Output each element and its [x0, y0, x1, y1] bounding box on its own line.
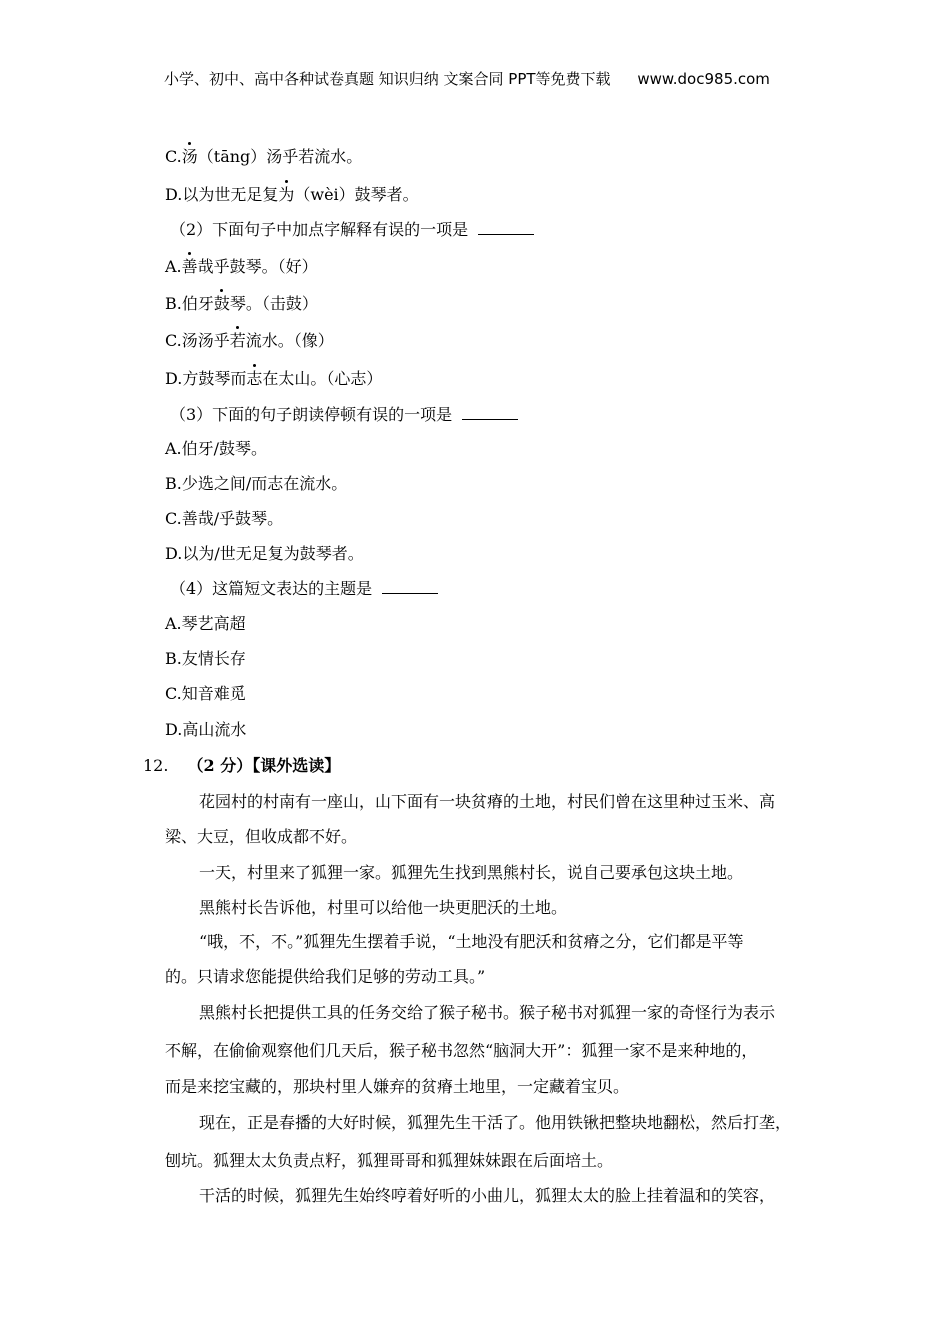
page-header: [164, 68, 770, 89]
question-number: 12.: [143, 756, 169, 775]
q3-stem: （3）下面的句子朗读停顿有误的一项是: [170, 404, 518, 426]
passage-line: 现在，正是春播的大好时候，狐狸先生干活了。他用铁锹把整块地翻松，然后打垄，: [199, 1113, 792, 1132]
dotted-char: 为: [278, 185, 295, 204]
q4-option-a: A.琴艺高超: [165, 614, 246, 633]
q4-stem: （4）这篇短文表达的主题是: [170, 578, 438, 600]
q4-option-d: D.高山流水: [165, 720, 247, 739]
passage-line: 一天，村里来了狐狸一家。狐狸先生找到黑熊村长，说自己要承包这块土地。: [199, 863, 744, 882]
q3-option-c: C.善哉/乎鼓琴。: [165, 509, 284, 528]
passage-line: 梁、大豆，但收成都不好。: [165, 827, 358, 846]
dotted-char: 若: [229, 331, 246, 350]
passage-line: “哦，不，不。”狐狸先生摆着手说，“土地没有肥沃和贫瘠之分，它们都是平等: [199, 932, 744, 951]
passage-line: 花园村的村南有一座山，山下面有一块贫瘠的土地，村民们曾在这里种过玉米、高: [199, 792, 776, 811]
dotted-char: 善: [181, 257, 198, 276]
dotted-char: 鼓: [213, 294, 230, 313]
passage-line: 黑熊村长告诉他，村里可以给他一块更肥沃的土地。: [199, 898, 568, 917]
question-score: （2 分）【课外选读】: [187, 756, 341, 775]
q3-option-a: A.伯牙/鼓琴。: [165, 439, 268, 458]
q3-option-d: D.以为/世无足复为鼓琴者。: [165, 544, 364, 563]
header-url[interactable]: www.doc985.com: [637, 70, 770, 88]
q4-option-c: C.知音难觅: [165, 684, 246, 703]
q2-stem: （2）下面句子中加点字解释有误的一项是: [170, 219, 534, 241]
q4-option-b: B.友情长存: [165, 649, 246, 668]
q3-option-b: B.少选之间/而志在流水。: [165, 474, 348, 493]
q1-option-d: D.以为世无足复为（wèi）鼓琴者。: [165, 185, 419, 204]
q2-option-c: C.汤汤乎若流水。（像）: [165, 331, 334, 350]
passage-line: 的。只请求您能提供给我们足够的劳动工具。”: [165, 967, 486, 986]
passage-line: 黑熊村长把提供工具的任务交给了猴子秘书。猴子秘书对狐狸一家的奇怪行为表示: [199, 1003, 776, 1022]
q1-option-c: C.汤（tāng）汤乎若流水。: [165, 147, 363, 166]
passage-line: 干活的时候，狐狸先生始终哼着好听的小曲儿，狐狸太太的脸上挂着温和的笑容，: [199, 1186, 776, 1205]
q2-option-d: D.方鼓琴而志在太山。（心志）: [165, 369, 383, 388]
dotted-char: 志: [246, 369, 263, 388]
q2-option-b: B.伯牙鼓琴。（击鼓）: [165, 294, 318, 313]
answer-blank[interactable]: [462, 404, 518, 420]
answer-blank[interactable]: [478, 219, 534, 235]
passage-line: 刨坑。狐狸太太负责点籽，狐狸哥哥和狐狸妹妹跟在后面培土。: [165, 1151, 614, 1170]
passage-line: 而是来挖宝藏的，那块村里人嫌弃的贫瘠土地里，一定藏着宝贝。: [165, 1077, 630, 1096]
q2-option-a: A.善哉乎鼓琴。（好）: [165, 257, 318, 276]
header-title: 小学、初中、高中各种试卷真题 知识归纳 文案合同 PPT等免费下载: [164, 70, 611, 88]
dotted-char: 汤: [181, 147, 198, 166]
answer-blank[interactable]: [382, 578, 438, 594]
q12-header: [143, 755, 340, 777]
passage-line: 不解，在偷偷观察他们几天后，猴子秘书忽然“脑洞大开”：狐狸一家不是来种地的，: [165, 1041, 758, 1060]
